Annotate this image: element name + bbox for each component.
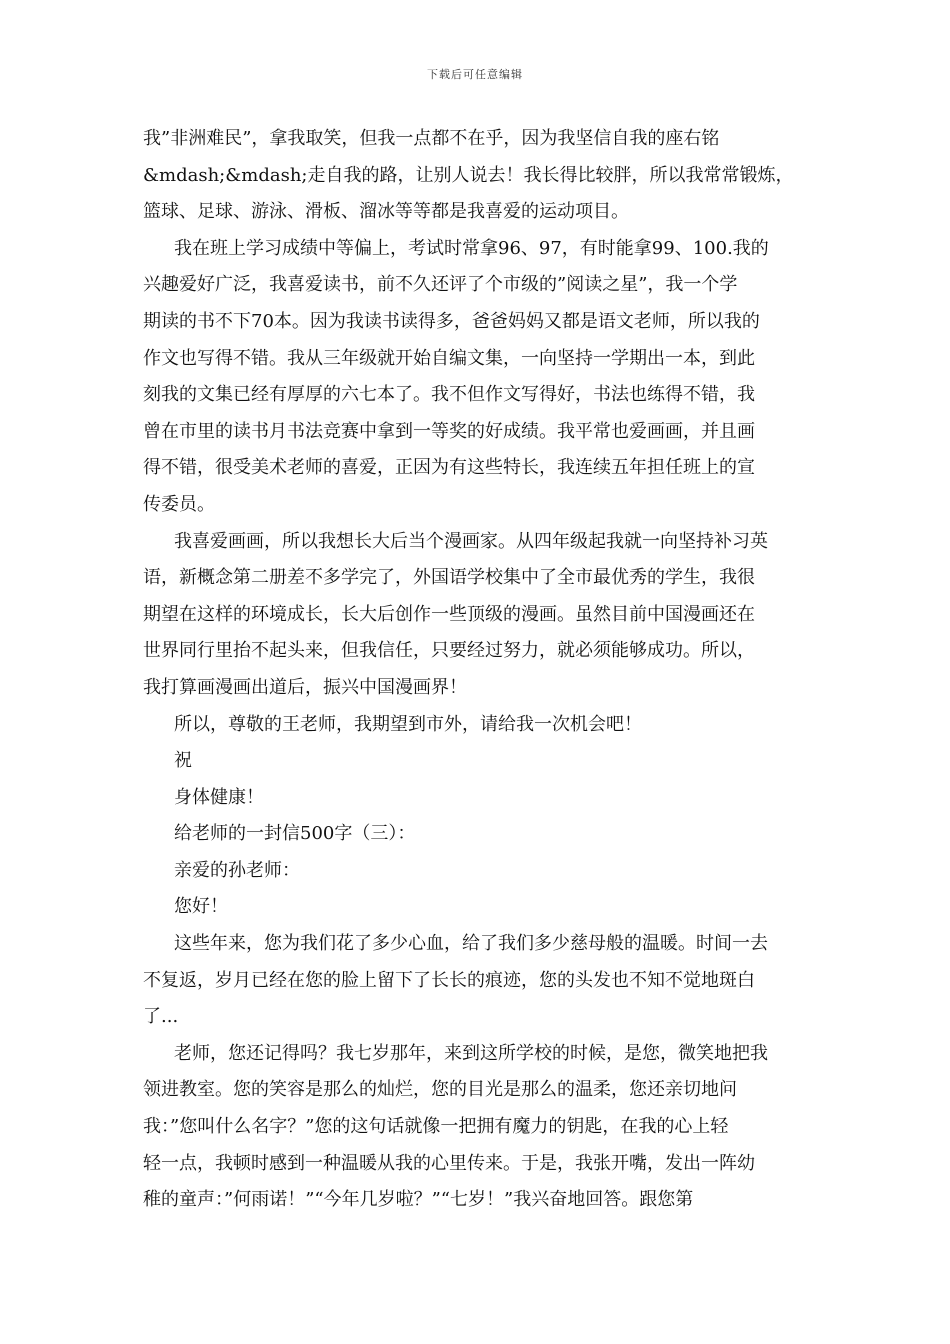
text-line: 老师，您还记得吗？我七岁那年，来到这所学校的时候，是您，微笑地把我 [174,1042,768,1064]
text-line: 我打算画漫画出道后，振兴中国漫画界！ [143,676,467,698]
text-line: 语，新概念第二册差不多学完了，外国语学校集中了全市最优秀的学生，我很 [143,567,755,589]
text-line: 给老师的一封信500字（三）： [174,823,416,845]
text-line: 期望在这样的环境成长，长大后创作一些顶级的漫画。虽然目前中国漫画还在 [143,603,755,625]
text-line: 兴趣爱好广泛，我喜爱读书，前不久还评了个市级的”阅读之星”，我一个学 [143,274,738,296]
text-line: 轻一点，我顿时感到一种温暖从我的心里传来。于是，我张开嘴，发出一阵幼 [143,1152,755,1174]
text-line: 不复返，岁月已经在您的脸上留下了长长的痕迹，您的头发也不知不觉地斑白 [143,969,755,991]
text-line: 您好！ [174,896,228,918]
text-line: 我在班上学习成绩中等偏上，考试时常拿96、97，有时能拿99、100.我的 [174,237,769,259]
text-line: 身体健康！ [174,786,264,808]
text-line: 传委员。 [143,493,215,515]
text-line: 世界同行里抬不起头来，但我信任，只要经过努力，就必须能够成功。所以， [143,640,755,662]
text-line: 我喜爱画画，所以我想长大后当个漫画家。从四年级起我就一向坚持补习英 [174,530,768,552]
text-line: 亲爱的孙老师： [174,859,300,881]
text-line: 所以，尊敬的王老师，我期望到市外，请给我一次机会吧！ [174,713,642,735]
text-line: 领进教室。您的笑容是那么的灿烂，您的目光是那么的温柔，您还亲切地问 [143,1079,737,1101]
text-line: 我”非洲难民”，拿我取笑，但我一点都不在乎，因为我坚信自我的座右铭 [143,128,720,149]
text-line: 刻我的文集已经有厚厚的六七本了。我不但作文写得好，书法也练得不错，我 [143,384,755,406]
text-line: 曾在市里的读书月书法竞赛中拿到一等奖的好成绩。我平常也爱画画，并且画 [143,420,755,442]
text-line: 稚的童声：”何雨诺！”“今年几岁啦？”“七岁！”我兴奋地回答。跟您第 [143,1189,694,1211]
text-line: 篮球、足球、游泳、滑板、溜冰等等都是我喜爱的运动项目。 [143,201,629,223]
document-body [143,121,809,1219]
text-line: 我：”您叫什么名字？”您的这句话就像一把拥有魔力的钥匙，在我的心上轻 [143,1116,729,1138]
page-header: 下载后可任意编辑 [427,68,523,81]
text-line: 祝 [174,750,192,772]
text-line: 得不错，很受美术老师的喜爱，正因为有这些特长，我连续五年担任班上的宣 [143,457,755,479]
text-line: 作文也写得不错。我从三年级就开始自编文集，一向坚持一学期出一本，到此 [143,347,755,369]
text-line: 了... [143,1006,179,1028]
text-line: &mdash;&mdash;走自我的路，让别人说去！我长得比较胖，所以我常常锻炼， [143,164,794,186]
text-line: 期读的书不下70本。因为我读书读得多，爸爸妈妈又都是语文老师，所以我的 [143,310,760,332]
text-line: 这些年来，您为我们花了多少心血，给了我们多少慈母般的温暖。时间一去 [174,933,768,955]
